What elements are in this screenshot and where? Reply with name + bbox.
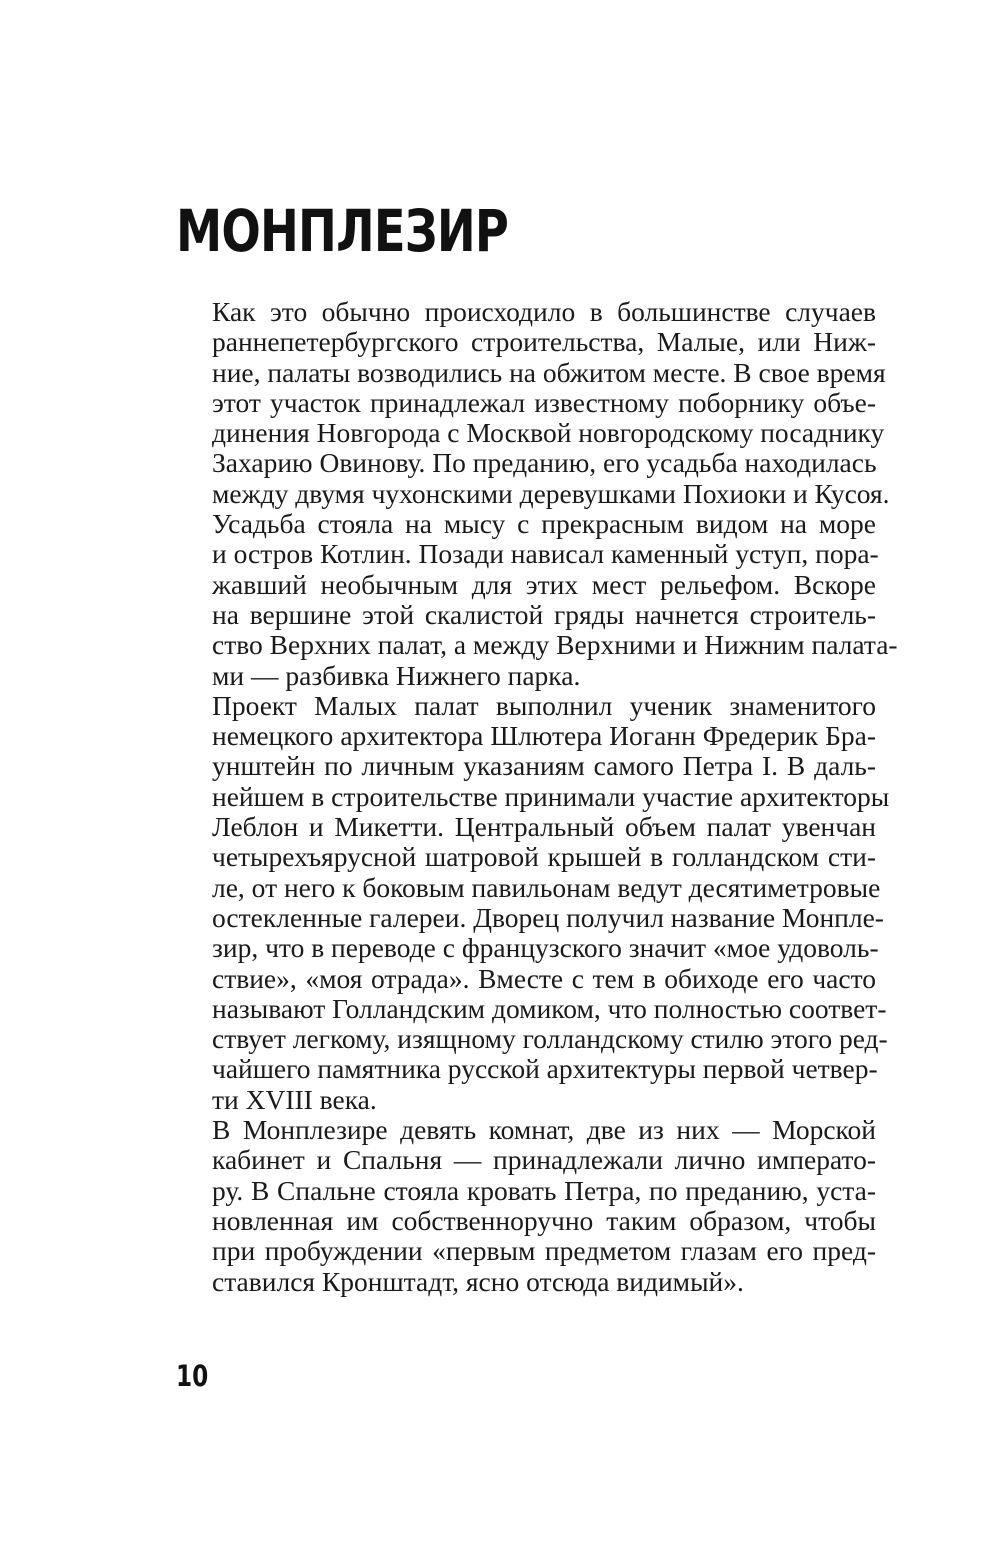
text-line: раннепетербургского строительства, Малые, или Ниж- <box>212 326 876 358</box>
text-line: ми — разбивка Нижнего парка. <box>212 659 581 691</box>
chapter-title: МОНПЛЕЗИР <box>176 197 509 265</box>
paragraph-3 <box>174 1115 876 1297</box>
text-line: остекленные галереи. Дворец получил название Монпле- <box>212 901 884 933</box>
paragraph-1 <box>174 296 898 691</box>
text-line: и остров Котлин. Позади нависал каменный уступ, пора- <box>212 538 879 570</box>
text-line: Леблон и Микетти. Центральный объем палат увенчан <box>212 811 876 843</box>
text-line: жавший необычным для этих мест рельефом. Вскоре <box>212 568 876 600</box>
text-line: Захарию Овинову. По преданию, его усадьба находилась <box>212 447 877 479</box>
text-line: Усадьба стояла на мысу с прекрасным видом на море <box>212 508 876 540</box>
text-line: ствие», «моя отрада». Вместе с тем в обиходе его часто <box>212 962 876 994</box>
text-line: ство Верхних палат, а между Верхними и Нижним палата- <box>212 629 898 661</box>
text-line: четырехъярусной шатровой крышей в голландском сти- <box>212 841 876 873</box>
text-line: ствует легкому, изящному голландскому стилю этого ред- <box>212 1023 888 1055</box>
text-line: кабинет и Спальня — принадлежали лично императо- <box>212 1144 876 1176</box>
text-line: немецкого архитектора Шлютера Иоганн Фредерик Бра- <box>212 720 876 752</box>
paragraph-2 <box>174 689 890 1115</box>
text-line: между двумя чухонскими деревушками Похиоки и Кусоя. <box>212 477 890 509</box>
text-line: В Монплезире девять комнат, две из них — Морской <box>212 1114 876 1146</box>
page-number: 10 <box>176 1359 209 1393</box>
text-line: унштейн по личным указаниям самого Петра I. В даль- <box>212 750 876 782</box>
text-line: этот участок принадлежал известному поборнику объе- <box>212 386 876 418</box>
text-line: Как это обычно происходило в большинстве случаев <box>212 296 876 327</box>
text-line: динения Новгорода с Москвой новгородскому посаднику <box>212 417 885 449</box>
text-line: зир, что в переводе с французского значит «мое удоволь- <box>212 932 879 964</box>
text-line: ру. В Спальне стояла кровать Петра, по преданию, уста- <box>212 1174 876 1206</box>
text-line: ставился Кронштадт, ясно отсюда видимый». <box>212 1265 744 1297</box>
text-line: называют Голландским домиком, что полностью соответ- <box>212 992 887 1024</box>
text-line: ние, палаты возводились на обжитом месте. В свое время <box>212 356 886 388</box>
text-line: новленная им собственноручно таким образом, чтобы <box>212 1204 876 1236</box>
text-line: Проект Малых палат выполнил ученик знаменитого <box>212 689 876 721</box>
text-line: на вершине этой скалистой гряды начнется строитель- <box>212 598 876 630</box>
text-line: при пробуждении «первым предметом глазам его пред- <box>212 1235 876 1267</box>
body-text <box>174 296 898 1297</box>
text-line: ле, от него к боковым павильонам ведут десятиметровые <box>212 871 881 903</box>
text-line: чайшего памятника русской архитектуры первой четвер- <box>212 1053 878 1085</box>
text-line: ти XVIII века. <box>212 1083 377 1115</box>
text-line: нейшем в строительстве принимали участие архитекторы <box>212 780 890 812</box>
